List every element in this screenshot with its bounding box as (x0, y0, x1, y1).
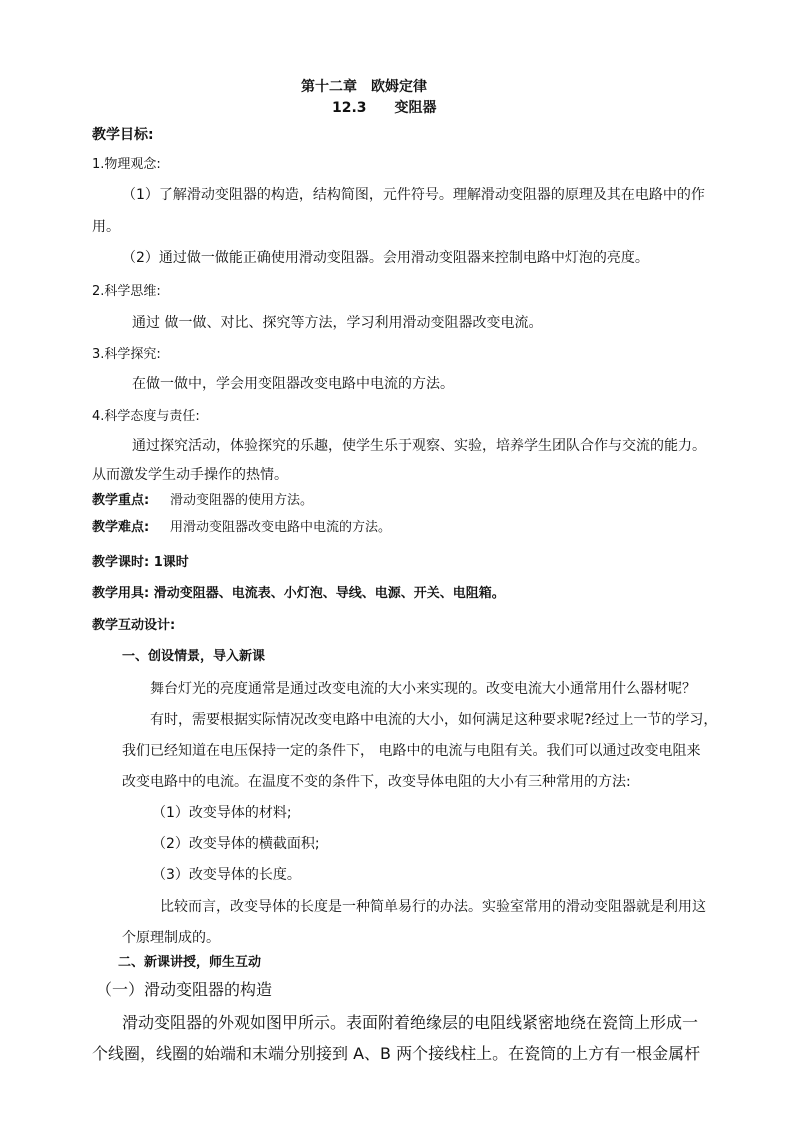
difficulty-text: 用滑动变阻器改变电路中电流的方法。 (170, 520, 392, 535)
objective-3-text: 在做一做中，学会用变阻器改变电路中电流的方法。 (132, 376, 454, 392)
focus-label: 教学重点: (92, 493, 150, 508)
objective-1-text-line1: （1）了解滑动变阻器的构造，结构简图，元件符号。理解滑动变阻器的原理及其在电路中的作 (122, 187, 705, 203)
objective-4-title: 4.科学态度与责任: (92, 409, 200, 424)
objective-4-text-line1: 通过探究活动，体验探究的乐趣，使学生乐于观察、实验，培养学生团队合作与交流的能力。 (132, 438, 706, 454)
teaching-hours: 教学课时: 1课时 (92, 555, 189, 570)
method-3: （3）改变导体的长度。 (152, 867, 301, 883)
objective-1-text-p2: （2）通过做一做能正确使用滑动变阻器。会用滑动变阻器来控制电路中灯泡的亮度。 (122, 250, 649, 266)
section-1-p2-line3: 改变电路中的电流。在温度不变的条件下，改变导体电阻的大小有三种常用的方法: (122, 774, 631, 790)
section-1-p3-line2: 个原理制成的。 (122, 930, 220, 946)
section-2-p1-line1: 滑动变阻器的外观如图甲所示。表面附着绝缘层的电阻线紧密地绕在瓷筒上形成一 (122, 1013, 699, 1032)
interaction-design-heading: 教学互动设计: (92, 618, 176, 633)
section-2-title: 二、新课讲授，师生互动 (118, 955, 262, 970)
objective-1-text-line2: 用。 (92, 219, 120, 235)
section-1-p2-line2: 我们已经知道在电压保持一定的条件下， 电路中的电流与电阻有关。我们可以通过改变电阻来 (122, 743, 701, 759)
section-2-subtitle: （一）滑动变阻器的构造 (96, 980, 273, 999)
objective-2-title: 2.科学思维: (92, 284, 161, 299)
section-1-p3-line1: 比较而言，改变导体的长度是一种简单易行的办法。实验室常用的滑动变阻器就是利用这 (160, 899, 706, 915)
difficulty-label: 教学难点: (92, 520, 150, 535)
section-1-p1: 舞台灯光的亮度通常是通过改变电流的大小来实现的。改变电流大小通常用什么器材呢？ (150, 681, 696, 697)
section-1-title: 一、创设情景，导入新课 (122, 649, 266, 664)
chapter-title: 第十二章 欧姆定律 (301, 79, 427, 95)
objective-1-title: 1.物理观念: (92, 157, 161, 172)
focus-text: 滑动变阻器的使用方法。 (170, 493, 314, 508)
objective-3-title: 3.科学探究: (92, 347, 161, 362)
section-2-p1-line2: 个线圈，线圈的始端和末端分别接到 A、B 两个接线柱上。在瓷筒的上方有一根金属杆 (92, 1044, 701, 1063)
section-1-p2-line1: 有时，需要根据实际情况改变电路中电流的大小，如何满足这种要求呢?经过上一节的学习， (150, 712, 718, 728)
objective-2-text: 通过 做一做、对比、探究等方法，学习利用滑动变阻器改变电流。 (132, 315, 543, 331)
method-2: （2）改变导体的横截面积; (152, 836, 320, 852)
objective-4-text-line2: 从而激发学生动手操作的热情。 (92, 467, 288, 483)
teaching-tools: 教学用具: 滑动变阻器、电流表、小灯泡、导线、电源、开关、电阻箱。 (92, 586, 505, 601)
method-1: （1）改变导体的材料; (152, 805, 292, 821)
section-title: 12.3 变阻器 (332, 100, 437, 116)
objectives-heading: 教学目标: (92, 127, 154, 143)
